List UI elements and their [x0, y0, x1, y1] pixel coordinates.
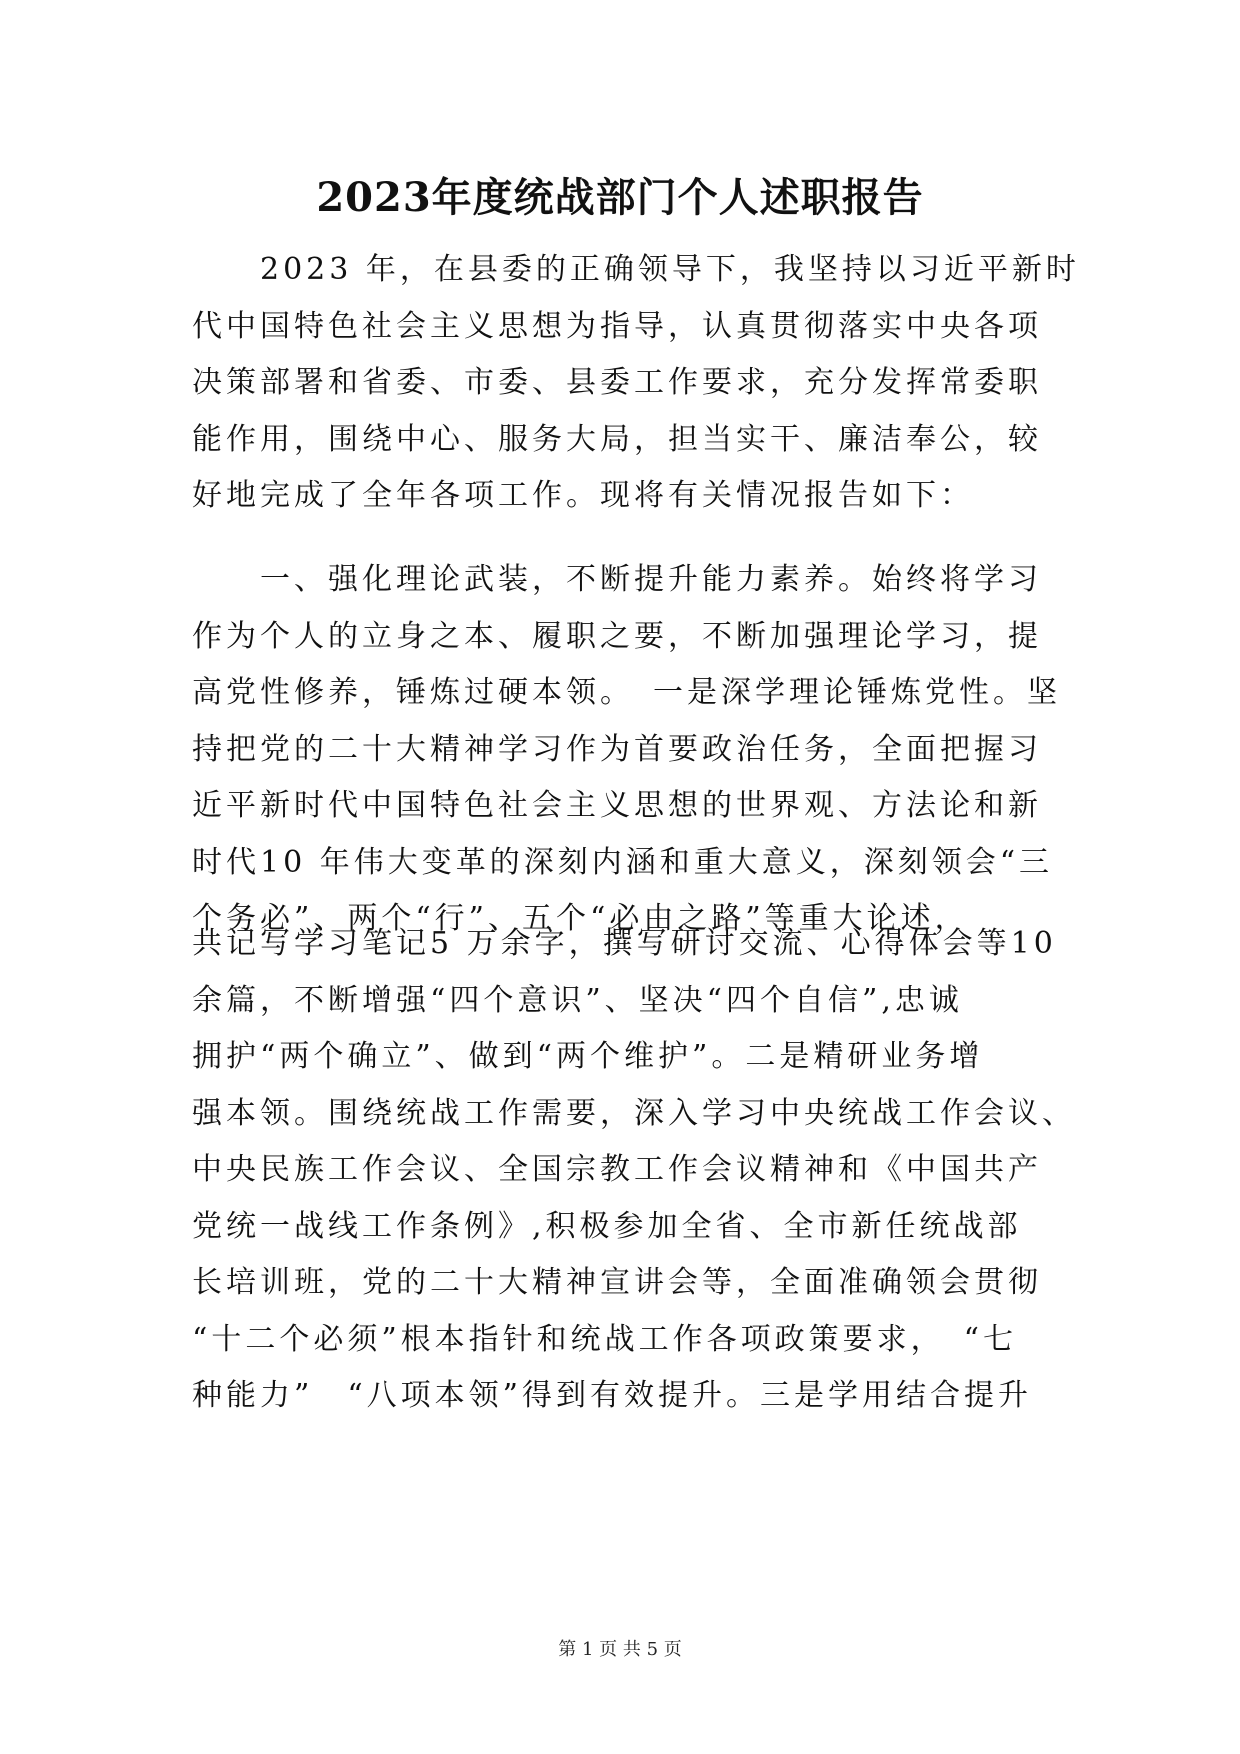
- text-line: 长培训班，党的二十大精神宣讲会等，全面准确领会贯彻: [192, 1265, 1042, 1300]
- text-line: 党统一战线工作条例》,积极参加全省、全市新任统战部: [192, 1208, 1022, 1244]
- text-line: “十二个必须”根本指针和统战工作各项政策要求， “七: [192, 1321, 1018, 1357]
- text-line: 2023 年，在县委的正确领导下，我坚持以习近平新时: [192, 252, 1080, 287]
- document-title: 2023年度统战部门个人述职报告: [316, 174, 924, 221]
- text-line: 一、强化理论武装，不断提升能力素养。始终将学习: [192, 562, 1042, 597]
- text-line: 近平新时代中国特色社会主义思想的世界观、方法论和新: [192, 788, 1042, 823]
- text-line: 共记写学习笔记5 万余字，撰写研讨交流、心得体会等10: [192, 926, 1057, 961]
- text-line: 余篇，不断增强“四个意识”、坚决“四个自信”,忠诚: [192, 982, 963, 1018]
- text-line: 持把党的二十大精神学习作为首要政治任务，全面把握习: [192, 731, 1042, 767]
- paragraph-section-one: [192, 552, 1061, 948]
- text-line: 个务必”、两个“行”、五个“必由之路”等重大论述，: [192, 901, 969, 936]
- text-line: 代中国特色社会主义思想为指导，认真贯彻落实中央各项: [192, 308, 1042, 344]
- text-line: 作为个人的立身之本、履职之要，不断加强理论学习，提: [192, 618, 1042, 654]
- paragraph-section-one-continued: [192, 916, 1076, 1425]
- text-line: 强本领。围绕统战工作需要，深入学习中央统战工作会议、: [192, 1095, 1076, 1131]
- paragraph-intro: [192, 242, 1080, 525]
- text-line: 决策部署和省委、市委、县委工作要求，充分发挥常委职: [192, 365, 1042, 400]
- text-line: 好地完成了全年各项工作。现将有关情况报告如下：: [192, 478, 974, 513]
- text-line: 拥护“两个确立”、做到“两个维护”。二是精研业务增: [192, 1039, 984, 1074]
- text-line: 中央民族工作会议、全国宗教工作会议精神和《中国共产: [192, 1152, 1042, 1187]
- page-footer: 第 1 页 共 5 页: [558, 1639, 682, 1660]
- text-line: 时代10 年伟大变革的深刻内涵和重大意义，深刻领会“三: [192, 844, 1054, 880]
- text-line: 高党性修养，锤炼过硬本领。 一是深学理论锤炼党性。坚: [192, 675, 1061, 710]
- text-line: 种能力” “八项本领”得到有效提升。三是学用结合提升: [192, 1378, 1033, 1413]
- text-line: 能作用，围绕中心、服务大局，担当实干、廉洁奉公，较: [192, 421, 1042, 457]
